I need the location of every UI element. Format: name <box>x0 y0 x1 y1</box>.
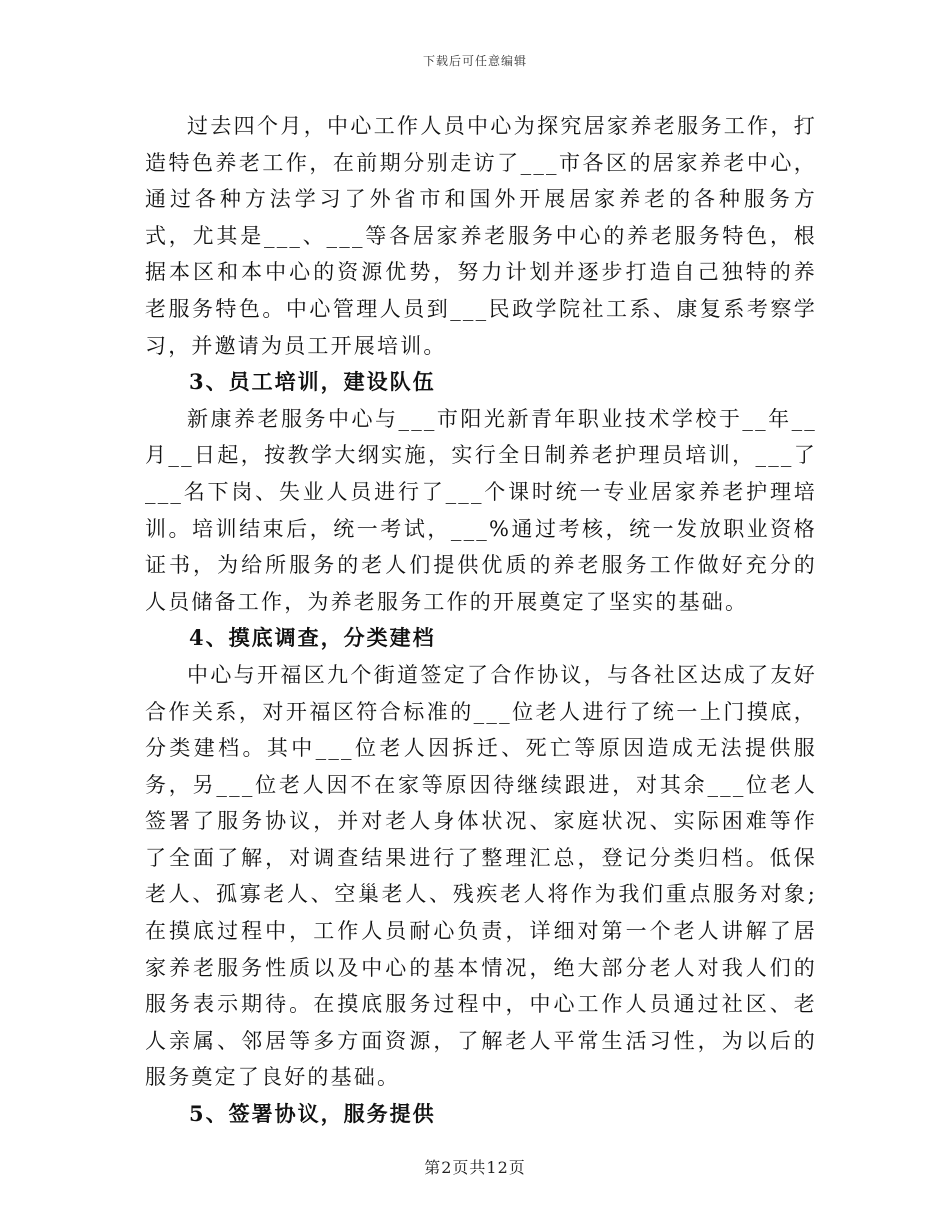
section-heading-3: 3、员工培训，建设队伍 <box>189 369 436 395</box>
paragraph-training: 新康养老服务中心与___市阳光新青年职业技术学校于__年__月__日起，按教学大纲实施，实行全日制养老护理员培训，___了___名下岗、失业人员进行了___个课时统一专业居家养老护理培训。培训结束后，统一考试，___%通过考核，统一发放职业资格证书，为给所服务的老人们提供优质的养老服务工作做好充分的人员储备工作，为养老服务工作的开展奠定了坚实的基础。 <box>145 406 817 614</box>
paragraph-survey: 中心与开福区九个街道签定了合作协议，与各社区达成了友好合作关系，对开福区符合标准的___位老人进行了统一上门摸底，分类建档。其中___位老人因拆迁、死亡等原因造成无法提供服务，另___位老人因不在家等原因待继续跟进，对其余___位老人签署了服务协议，并对老人身体状况、家庭状况、实际困难等作了全面了解，对调查结果进行了整理汇总，登记分类归档。低保老人、孤寡老人、空巢老人、残疾老人将作为我们重点服务对象;在摸底过程中，工作人员耐心负责，详细对第一个老人讲解了居家养老服务性质以及中心的基本情况，绝大部分老人对我人们的服务表示期待。在摸底服务过程中，中心工作人员通过社区、老人亲属、邻居等多方面资源，了解老人平常生活习性，为以后的服务奠定了良好的基础。 <box>145 662 817 1090</box>
section-heading-4: 4、摸底调查，分类建档 <box>189 625 436 651</box>
page-header: 下载后可任意编辑 <box>422 54 527 68</box>
section-heading-5: 5、签署协议，服务提供 <box>189 1101 436 1127</box>
paragraph-visits: 过去四个月，中心工作人员中心为探究居家养老服务工作，打造特色养老工作，在前期分别走访了___市各区的居家养老中心，通过各种方法学习了外省市和国外开展居家养老的各种服务方式，尤其是___、___等各居家养老服务中心的养老服务特色，根据本区和本中心的资源优势，努力计划并逐步打造自己独特的养老服务特色。中心管理人员到___民政学院社工系、康复系考察学习，并邀请为员工开展培训。 <box>145 114 817 358</box>
page-number: 第2页共12页 <box>424 1158 526 1177</box>
document-body <box>145 108 817 1133</box>
